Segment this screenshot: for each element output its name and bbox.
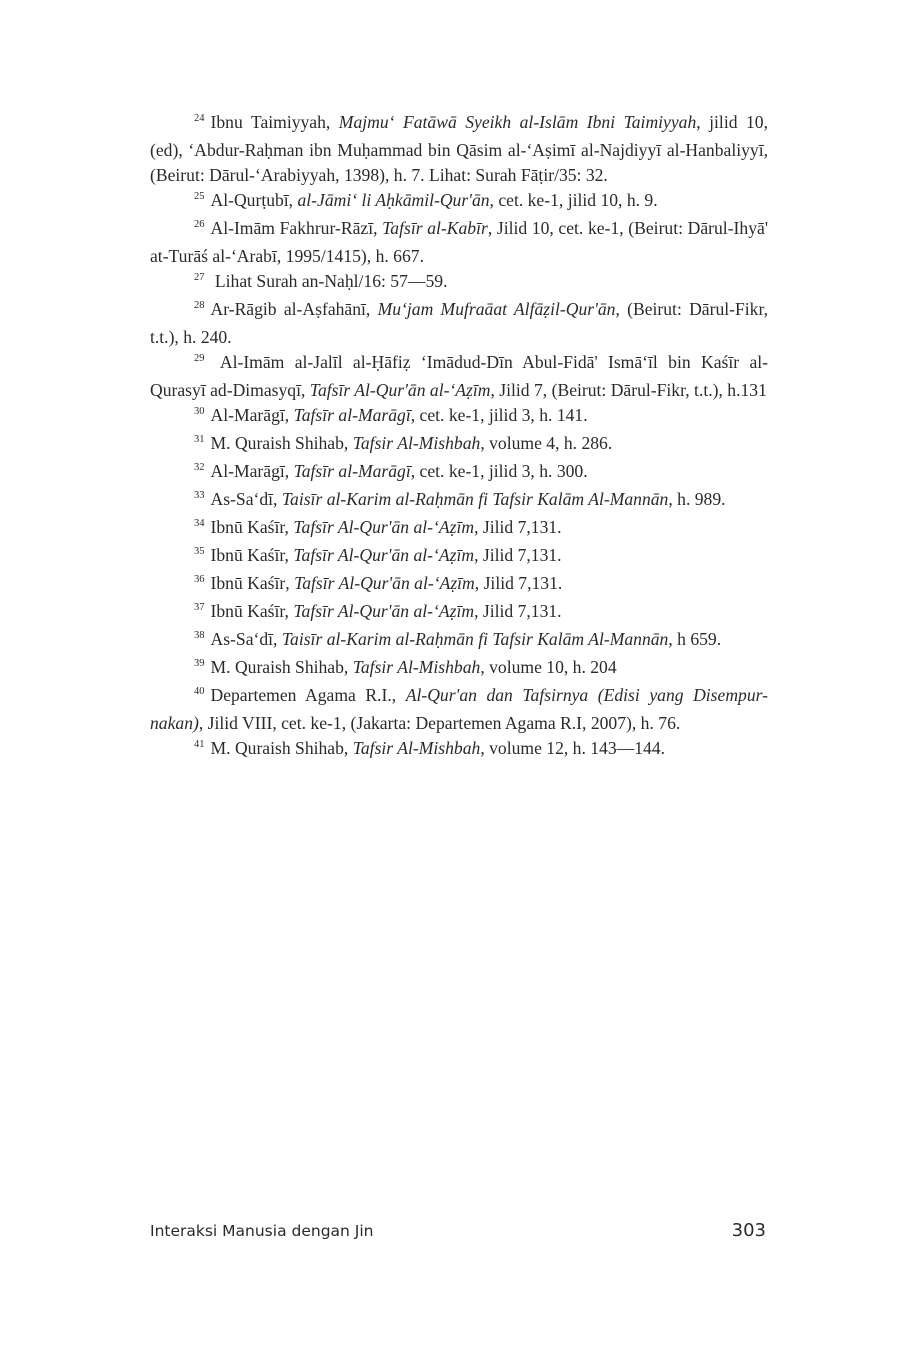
footnote-30 xyxy=(150,403,768,431)
footnote-work-title: Al-Qur'an dan Tafsirnya (Edisi yang Disempur-nakan) xyxy=(150,685,768,733)
footnote-text: , Jilid VIII, cet. ke-1, (Jakarta: Departemen Agama R.I, 2007), h. 76. xyxy=(198,713,681,733)
footnote-number: 26 xyxy=(194,219,205,230)
footnote-text: As-Sa‘dī, xyxy=(210,489,282,509)
footnote-35 xyxy=(150,543,768,571)
footnote-text: Al-Marāgī, xyxy=(210,461,294,481)
footnote-work-title: Tafsīr Al-Qur'ān al-‘Aẓīm xyxy=(293,517,475,537)
footnote-number: 31 xyxy=(194,434,205,445)
footnote-text: , volume 10, h. 204 xyxy=(480,657,617,677)
footnote-number: 33 xyxy=(194,490,205,501)
footnote-text: Ar-Rāgib al-Aṣfahānī, xyxy=(210,299,378,319)
footnote-41 xyxy=(150,736,768,764)
footnote-text: Ibnu Taimiyyah, xyxy=(210,112,339,132)
footnote-text: M. Quraish Shihab, xyxy=(210,738,353,758)
footnote-36 xyxy=(150,571,768,599)
footnote-work-title: Tafsīr al-Marāgī xyxy=(293,405,411,425)
footnote-work-title: Tafsīr al-Marāgī xyxy=(293,461,411,481)
footnote-text: , Jilid 7,131. xyxy=(474,601,562,621)
footnote-text: Ibnū Kaśīr, xyxy=(210,545,294,565)
footnote-text: M. Quraish Shihab, xyxy=(210,433,353,453)
footnote-text: cet. ke-1, jilid 10, h. 9. xyxy=(493,190,658,210)
footnote-number: 36 xyxy=(194,574,205,585)
footnote-31 xyxy=(150,431,768,459)
footnote-text: Al-Imām al-Jalīl al-Ḥāfiẓ ‘Imādud-Dīn Abul-Fidā' Ismā‘īl bin Kaśīr al-Qurasyī ad-Dimasyqī, xyxy=(150,352,768,400)
footnote-38 xyxy=(150,627,768,655)
footnote-number: 24 xyxy=(194,113,205,124)
footnote-24 xyxy=(150,110,768,188)
footnote-27 xyxy=(150,269,768,297)
footnote-28 xyxy=(150,297,768,350)
footnote-text: Al-Qurṭubī, xyxy=(210,190,298,210)
page-number: 303 xyxy=(731,1220,766,1241)
footnote-39 xyxy=(150,655,768,683)
footnote-number: 40 xyxy=(194,686,205,697)
footnote-number: 35 xyxy=(194,546,205,557)
footnote-number: 29 xyxy=(194,353,205,364)
footnote-text: , (Beirut: Dārul-Fikr, t.t.), h. 240. xyxy=(150,299,769,347)
footnote-work-title: Taisīr al-Karim al-Raḥmān fi Tafsir Kalām Al-Mannān xyxy=(281,489,669,509)
footnote-text: , Jilid 7,131. xyxy=(474,573,563,593)
footnote-number: 39 xyxy=(194,658,205,669)
footnote-number: 25 xyxy=(194,191,205,202)
footnote-text: Al-Marāgī, xyxy=(210,405,294,425)
footnote-work-title: Tafsīr Al-Qur'ān al-‘Aẓīm xyxy=(293,601,475,621)
footnotes-section xyxy=(150,110,768,764)
footnote-text: Lihat Surah an-Naḥl/16: 57—59. xyxy=(210,271,448,291)
footnote-work-title: Majmu‘ Fatāwā Syeikh al-Islām Ibni Taimiyyah xyxy=(338,112,697,132)
running-footer-title: Interaksi Manusia dengan Jin xyxy=(150,1222,374,1240)
footnote-number: 27 xyxy=(194,272,205,283)
footnote-text: Al-Imām Fakhrur-Rāzī, xyxy=(210,218,383,238)
footnote-text: Ibnū Kaśīr xyxy=(210,573,286,593)
footnote-text: , jilid 10, (ed), ‘Abdur-Raḥman ibn Muḥammad bin Qāsim al-‘Aṣimī al-Najdiyyī al-Hanbaliyyī, (Beirut: Dārul-‘Arabiyyah, 1398), h. 7. Lihat: Surah Fāṭir/35: 32. xyxy=(150,112,768,185)
footnote-text: Departemen Agama R.I., xyxy=(210,685,406,705)
footnote-text: Ibnū Kaśīr, xyxy=(210,517,294,537)
footnote-work-title: Tafsir Al-Mishbah xyxy=(352,433,481,453)
footnote-work-title: Tafsir Al-Mishbah xyxy=(352,738,481,758)
footnote-number: 32 xyxy=(194,462,205,473)
footnote-26 xyxy=(150,216,768,269)
footnote-text: , volume 12, h. 143—144. xyxy=(480,738,666,758)
footnote-text: Ibnū Kaśīr, xyxy=(210,601,294,621)
footnote-work-title: Tafsīr al-Kabīr xyxy=(382,218,488,238)
footnote-text: , h 659. xyxy=(668,629,722,649)
footnote-text: , cet. ke-1, jilid 3, h. 300. xyxy=(410,461,588,481)
footnote-37 xyxy=(150,599,768,627)
footnote-number: 41 xyxy=(194,739,205,750)
footnote-work-title: Mu‘jam Mufraāat Alfāẓil-Qur'ān xyxy=(377,299,616,319)
footnote-number: 34 xyxy=(194,518,205,529)
footnote-40 xyxy=(150,683,768,736)
footnote-33 xyxy=(150,487,768,515)
footnote-text: , Jilid 10, cet. ke-1, (Beirut: Dārul-Ihyā' at-Turāś al-‘Arabī, 1995/1415), h. 667. xyxy=(150,218,768,266)
footnote-work-title: Taisīr al-Karim al-Raḥmān fi Tafsir Kalām Al-Mannān xyxy=(281,629,669,649)
footnote-text: , Jilid 7, (Beirut: Dārul-Fikr, t.t.), h.131 xyxy=(490,380,767,400)
footnote-25 xyxy=(150,188,768,216)
footnote-number: 28 xyxy=(194,300,205,311)
footnote-text: , volume 4, h. 286. xyxy=(480,433,613,453)
footnote-work-title: al-Jāmi‘ li Aḥkāmil-Qur'ān, xyxy=(297,190,494,210)
footnote-text: M. Quraish Shihab, xyxy=(210,657,353,677)
footnote-text: , Jilid 7,131. xyxy=(474,517,562,537)
footnote-work-title: Tafsīr Al-Qur'ān al-‘Aẓīm xyxy=(293,545,475,565)
footnote-text: , cet. ke-1, jilid 3, h. 141. xyxy=(410,405,588,425)
footnote-number: 37 xyxy=(194,602,205,613)
footnote-work-title: , Tafsīr Al-Qur'ān al-‘Aẓīm xyxy=(285,573,475,593)
footnote-work-title: Tafsīr Al-Qur'ān al-‘Aẓīm xyxy=(309,380,491,400)
footnote-number: 30 xyxy=(194,406,205,417)
footnote-number: 38 xyxy=(194,630,205,641)
footnote-text: As-Sa‘dī, xyxy=(210,629,282,649)
footnote-text: , Jilid 7,131. xyxy=(474,545,562,565)
footnote-32 xyxy=(150,459,768,487)
footnote-text: , h. 989. xyxy=(668,489,726,509)
footnote-29 xyxy=(150,350,768,403)
footnote-work-title: Tafsir Al-Mishbah xyxy=(352,657,481,677)
footnote-34 xyxy=(150,515,768,543)
